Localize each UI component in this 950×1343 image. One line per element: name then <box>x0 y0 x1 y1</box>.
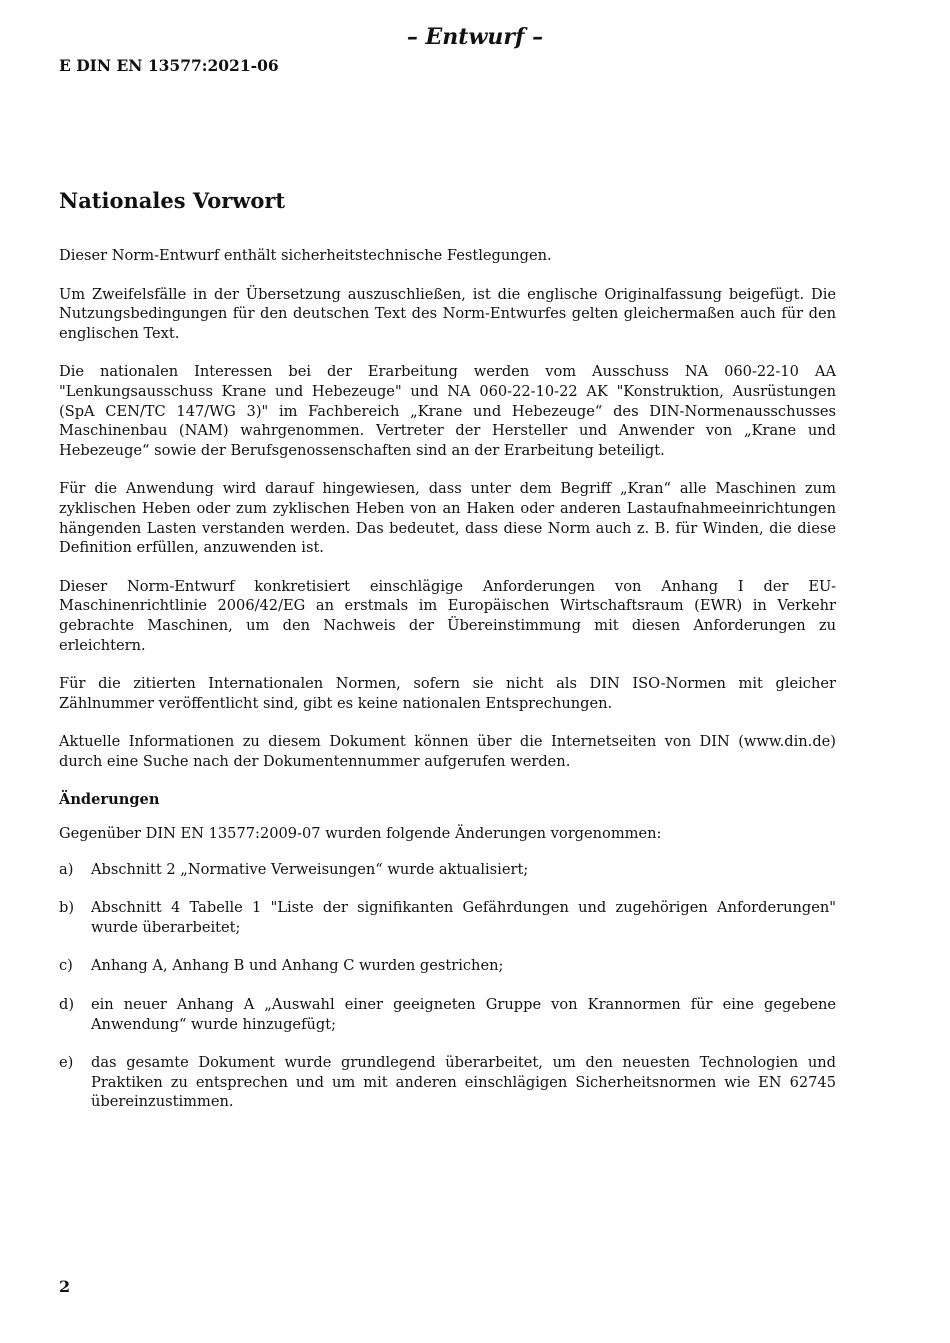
list-item <box>59 898 836 937</box>
paragraph: Dieser Norm-Entwurf konkretisiert einschlägige Anforderungen von Anhang I der EU-Maschinenrichtlinie 2006/42/EG an erstmals im Europäischen Wirtschaftsraum (EWR) in Verkehr gebrachte Maschinen, um den Nachweis der Übereinstimmung mit diesen Anforderungen zu erleichtern. <box>59 577 836 654</box>
draft-mark: – Entwurf – <box>406 24 544 50</box>
list-marker: e) <box>59 1054 74 1072</box>
paragraph: Für die zitierten Internationalen Normen, sofern sie nicht als DIN ISO-Normen mit gleicher Zählnummer veröffentlicht sind, gibt es keine nationalen Entsprechungen. <box>59 675 836 712</box>
list-marker: c) <box>59 957 73 975</box>
list-marker: b) <box>59 899 75 917</box>
list-item-text: Abschnitt 4 Tabelle 1 "Liste der signifikanten Gefährdungen und zugehörigen Anforderungen" wurde überarbeitet; <box>91 899 836 936</box>
list-marker: a) <box>59 860 74 878</box>
list-item <box>59 956 836 976</box>
paragraph: Für die Anwendung wird darauf hingewiesen, dass unter dem Begriff „Kran“ alle Maschinen zum zyklischen Heben oder zum zyklischen Heben von an Haken oder anderen Lastaufnahmeeinrichtungen hängenden Lasten verstanden werden. Das bedeutet, dass diese Norm auch z. B. für Winden, die diese Definition erfüllen, anzuwenden ist. <box>59 480 836 557</box>
list-item <box>59 995 836 1034</box>
list-marker: d) <box>59 996 75 1014</box>
list-item-text: Abschnitt 2 „Normative Verweisungen“ wurde aktualisiert; <box>91 860 529 878</box>
changes-heading: Änderungen <box>59 791 160 809</box>
paragraph: Aktuelle Informationen zu diesem Dokument können über die Internetseiten von DIN (www.din.de) durch eine Suche nach der Dokumentennummer aufgerufen werden. <box>59 733 836 770</box>
list-item-text: ein neuer Anhang A „Auswahl einer geeigneten Gruppe von Krannormen für eine gegebene Anwendung“ wurde hinzugefügt; <box>91 996 836 1033</box>
changes-list <box>59 860 836 1112</box>
page-number: 2 <box>59 1277 71 1296</box>
paragraph: Dieser Norm-Entwurf enthält sicherheitstechnische Festlegungen. <box>59 247 552 264</box>
page-content <box>59 186 836 1131</box>
list-item-text: Anhang A, Anhang B und Anhang C wurden gestrichen; <box>91 957 504 975</box>
paragraph: Um Zweifelsfälle in der Übersetzung auszuschließen, ist die englische Originalfassung beigefügt. Die Nutzungsbedingungen für den deutschen Text des Norm-Entwurfes gelten gleichermaßen auch für den englischen Text. <box>59 285 836 342</box>
list-item-text: das gesamte Dokument wurde grundlegend überarbeitet, um den neuesten Technologien und Praktiken zu entsprechen und um mit anderen einschlägigen Sicherheitsnormen wie EN 62745 übereinzustimmen. <box>91 1054 836 1111</box>
document-id: E DIN EN 13577:2021-06 <box>59 56 279 75</box>
list-item <box>59 860 836 880</box>
list-item <box>59 1053 836 1112</box>
page-title: Nationales Vorwort <box>59 188 286 213</box>
changes-intro: Gegenüber DIN EN 13577:2009-07 wurden folgende Änderungen vorgenommen: <box>59 825 662 843</box>
paragraph: Die nationalen Interessen bei der Erarbeitung werden vom Ausschuss NA 060-22-10 AA "Lenkungsausschuss Krane und Hebezeuge" und NA 060-22-10-22 AK "Konstruktion, Ausrüstungen (SpA CEN/TC 147/WG 3)" im Fachbereich „Krane und Hebezeuge“ des DIN-Normenausschusses Maschinenbau (NAM) wahrgenommen. Vertreter der Hersteller und Anwender von „Krane und Hebezeuge“ sowie der Berufsgenossenschaften sind an der Erarbeitung beteiligt. <box>59 363 836 459</box>
